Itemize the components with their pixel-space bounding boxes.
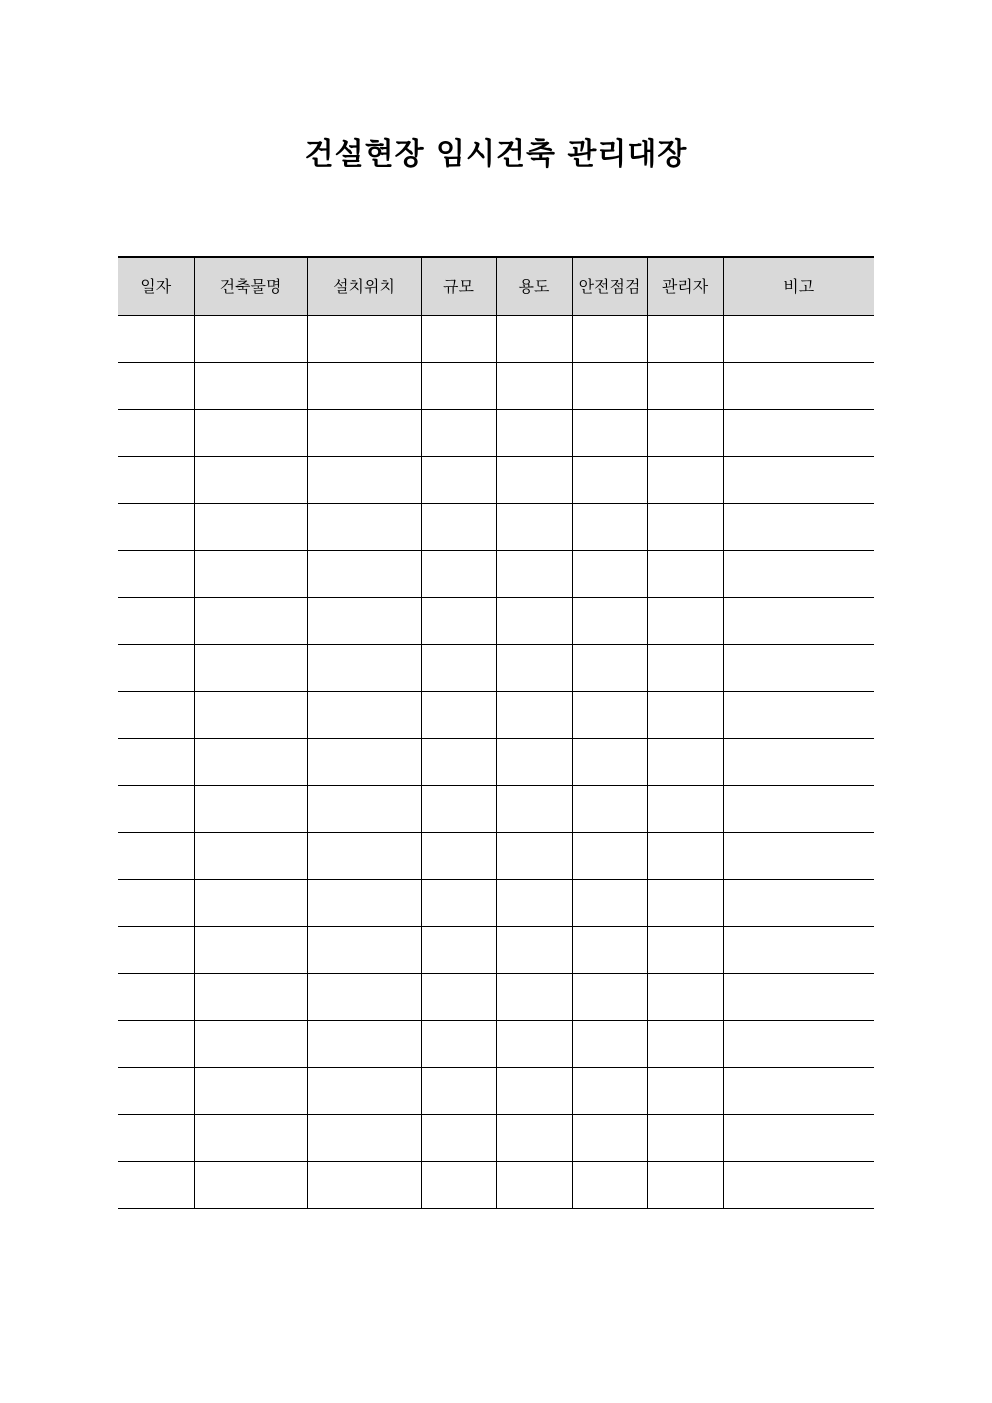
- table-row: [118, 1162, 874, 1209]
- cell-install-location[interactable]: [307, 786, 421, 833]
- cell-scale[interactable]: [421, 739, 496, 786]
- cell-install-location[interactable]: [307, 1162, 421, 1209]
- table-row: [118, 410, 874, 457]
- cell-purpose[interactable]: [496, 1162, 572, 1209]
- cell-install-location[interactable]: [307, 739, 421, 786]
- cell-date[interactable]: [118, 598, 194, 645]
- table-row: [118, 551, 874, 598]
- cell-install-location[interactable]: [307, 410, 421, 457]
- page-title: 건설현장 임시건축 관리대장: [304, 137, 688, 172]
- cell-remarks[interactable]: [723, 645, 874, 692]
- cell-purpose[interactable]: [496, 504, 572, 551]
- cell-building-name[interactable]: [194, 316, 307, 363]
- ledger-table: [118, 256, 874, 1209]
- cell-scale[interactable]: [421, 316, 496, 363]
- cell-purpose[interactable]: [496, 974, 572, 1021]
- cell-building-name[interactable]: [194, 457, 307, 504]
- cell-safety-check[interactable]: [572, 551, 647, 598]
- cell-date[interactable]: [118, 1162, 194, 1209]
- table-row: [118, 645, 874, 692]
- cell-manager[interactable]: [647, 316, 723, 363]
- cell-date[interactable]: [118, 1021, 194, 1068]
- cell-install-location[interactable]: [307, 692, 421, 739]
- cell-manager[interactable]: [647, 1115, 723, 1162]
- cell-date[interactable]: [118, 880, 194, 927]
- cell-building-name[interactable]: [194, 927, 307, 974]
- cell-scale[interactable]: [421, 457, 496, 504]
- cell-remarks[interactable]: [723, 974, 874, 1021]
- cell-building-name[interactable]: [194, 974, 307, 1021]
- cell-building-name[interactable]: [194, 598, 307, 645]
- cell-date[interactable]: [118, 457, 194, 504]
- cell-building-name[interactable]: [194, 1068, 307, 1115]
- cell-date[interactable]: [118, 1115, 194, 1162]
- cell-manager[interactable]: [647, 457, 723, 504]
- cell-building-name[interactable]: [194, 410, 307, 457]
- cell-remarks[interactable]: [723, 316, 874, 363]
- ledger-body: [118, 316, 874, 1209]
- cell-scale[interactable]: [421, 692, 496, 739]
- cell-purpose[interactable]: [496, 363, 572, 410]
- cell-purpose[interactable]: [496, 1068, 572, 1115]
- cell-manager[interactable]: [647, 645, 723, 692]
- cell-manager[interactable]: [647, 363, 723, 410]
- cell-date[interactable]: [118, 316, 194, 363]
- cell-purpose[interactable]: [496, 833, 572, 880]
- cell-scale[interactable]: [421, 410, 496, 457]
- cell-building-name[interactable]: [194, 551, 307, 598]
- cell-scale[interactable]: [421, 786, 496, 833]
- cell-safety-check[interactable]: [572, 504, 647, 551]
- cell-safety-check[interactable]: [572, 410, 647, 457]
- cell-install-location[interactable]: [307, 598, 421, 645]
- cell-safety-check[interactable]: [572, 974, 647, 1021]
- cell-manager[interactable]: [647, 504, 723, 551]
- cell-scale[interactable]: [421, 974, 496, 1021]
- cell-date[interactable]: [118, 551, 194, 598]
- cell-date[interactable]: [118, 410, 194, 457]
- cell-building-name[interactable]: [194, 1162, 307, 1209]
- cell-manager[interactable]: [647, 880, 723, 927]
- cell-building-name[interactable]: [194, 739, 307, 786]
- table-row: [118, 974, 874, 1021]
- cell-purpose[interactable]: [496, 739, 572, 786]
- cell-scale[interactable]: [421, 1162, 496, 1209]
- cell-remarks[interactable]: [723, 410, 874, 457]
- cell-purpose[interactable]: [496, 551, 572, 598]
- cell-safety-check[interactable]: [572, 739, 647, 786]
- cell-building-name[interactable]: [194, 1115, 307, 1162]
- cell-remarks[interactable]: [723, 504, 874, 551]
- cell-safety-check[interactable]: [572, 786, 647, 833]
- cell-building-name[interactable]: [194, 786, 307, 833]
- cell-building-name[interactable]: [194, 504, 307, 551]
- table-row: [118, 504, 874, 551]
- cell-install-location[interactable]: [307, 1068, 421, 1115]
- cell-manager[interactable]: [647, 598, 723, 645]
- cell-building-name[interactable]: [194, 880, 307, 927]
- cell-remarks[interactable]: [723, 1021, 874, 1068]
- cell-remarks[interactable]: [723, 739, 874, 786]
- cell-manager[interactable]: [647, 1021, 723, 1068]
- cell-purpose[interactable]: [496, 645, 572, 692]
- cell-remarks[interactable]: [723, 598, 874, 645]
- cell-safety-check[interactable]: [572, 833, 647, 880]
- cell-purpose[interactable]: [496, 316, 572, 363]
- cell-remarks[interactable]: [723, 692, 874, 739]
- cell-remarks[interactable]: [723, 927, 874, 974]
- cell-building-name[interactable]: [194, 692, 307, 739]
- cell-building-name[interactable]: [194, 833, 307, 880]
- cell-manager[interactable]: [647, 927, 723, 974]
- table-row: [118, 1021, 874, 1068]
- cell-date[interactable]: [118, 974, 194, 1021]
- header-scale: 규모: [421, 257, 496, 316]
- cell-safety-check[interactable]: [572, 1068, 647, 1115]
- cell-date[interactable]: [118, 363, 194, 410]
- cell-date[interactable]: [118, 504, 194, 551]
- cell-safety-check[interactable]: [572, 927, 647, 974]
- cell-manager[interactable]: [647, 739, 723, 786]
- cell-install-location[interactable]: [307, 1021, 421, 1068]
- cell-install-location[interactable]: [307, 551, 421, 598]
- cell-remarks[interactable]: [723, 786, 874, 833]
- cell-date[interactable]: [118, 645, 194, 692]
- header-row: [118, 257, 874, 316]
- cell-install-location[interactable]: [307, 316, 421, 363]
- table-row: [118, 786, 874, 833]
- cell-safety-check[interactable]: [572, 880, 647, 927]
- cell-remarks[interactable]: [723, 833, 874, 880]
- cell-manager[interactable]: [647, 551, 723, 598]
- cell-scale[interactable]: [421, 551, 496, 598]
- cell-manager[interactable]: [647, 974, 723, 1021]
- cell-install-location[interactable]: [307, 833, 421, 880]
- cell-purpose[interactable]: [496, 457, 572, 504]
- table-row: [118, 739, 874, 786]
- cell-purpose[interactable]: [496, 598, 572, 645]
- cell-date[interactable]: [118, 927, 194, 974]
- cell-remarks[interactable]: [723, 1115, 874, 1162]
- table-row: [118, 316, 874, 363]
- cell-safety-check[interactable]: [572, 1162, 647, 1209]
- cell-purpose[interactable]: [496, 692, 572, 739]
- cell-purpose[interactable]: [496, 1021, 572, 1068]
- cell-safety-check[interactable]: [572, 457, 647, 504]
- cell-scale[interactable]: [421, 880, 496, 927]
- table-row: [118, 833, 874, 880]
- cell-scale[interactable]: [421, 1115, 496, 1162]
- cell-remarks[interactable]: [723, 363, 874, 410]
- cell-safety-check[interactable]: [572, 363, 647, 410]
- cell-manager[interactable]: [647, 833, 723, 880]
- cell-scale[interactable]: [421, 1068, 496, 1115]
- cell-manager[interactable]: [647, 1162, 723, 1209]
- table-row: [118, 880, 874, 927]
- cell-building-name[interactable]: [194, 1021, 307, 1068]
- cell-remarks[interactable]: [723, 880, 874, 927]
- cell-install-location[interactable]: [307, 645, 421, 692]
- table-row: [118, 927, 874, 974]
- cell-purpose[interactable]: [496, 410, 572, 457]
- cell-safety-check[interactable]: [572, 598, 647, 645]
- cell-date[interactable]: [118, 786, 194, 833]
- cell-safety-check[interactable]: [572, 1021, 647, 1068]
- table-row: [118, 692, 874, 739]
- cell-date[interactable]: [118, 1068, 194, 1115]
- cell-install-location[interactable]: [307, 457, 421, 504]
- header-install-location: 설치위치: [307, 257, 421, 316]
- cell-install-location[interactable]: [307, 363, 421, 410]
- cell-date[interactable]: [118, 692, 194, 739]
- cell-safety-check[interactable]: [572, 692, 647, 739]
- cell-scale[interactable]: [421, 1021, 496, 1068]
- cell-building-name[interactable]: [194, 363, 307, 410]
- cell-remarks[interactable]: [723, 457, 874, 504]
- cell-scale[interactable]: [421, 504, 496, 551]
- cell-remarks[interactable]: [723, 1068, 874, 1115]
- table-row: [118, 363, 874, 410]
- cell-install-location[interactable]: [307, 504, 421, 551]
- cell-scale[interactable]: [421, 363, 496, 410]
- cell-manager[interactable]: [647, 1068, 723, 1115]
- cell-safety-check[interactable]: [572, 1115, 647, 1162]
- cell-scale[interactable]: [421, 645, 496, 692]
- table-row: [118, 1068, 874, 1115]
- cell-remarks[interactable]: [723, 551, 874, 598]
- cell-manager[interactable]: [647, 692, 723, 739]
- header-safety-check: 안전점검: [572, 257, 647, 316]
- header-date: 일자: [118, 257, 194, 316]
- cell-purpose[interactable]: [496, 880, 572, 927]
- cell-scale[interactable]: [421, 833, 496, 880]
- cell-install-location[interactable]: [307, 974, 421, 1021]
- cell-install-location[interactable]: [307, 880, 421, 927]
- cell-manager[interactable]: [647, 786, 723, 833]
- table-row: [118, 457, 874, 504]
- header-building-name: 건축물명: [194, 257, 307, 316]
- cell-building-name[interactable]: [194, 645, 307, 692]
- header-remarks: 비고: [723, 257, 874, 316]
- cell-scale[interactable]: [421, 598, 496, 645]
- cell-install-location[interactable]: [307, 927, 421, 974]
- cell-purpose[interactable]: [496, 927, 572, 974]
- cell-date[interactable]: [118, 739, 194, 786]
- table-row: [118, 1115, 874, 1162]
- cell-safety-check[interactable]: [572, 316, 647, 363]
- cell-scale[interactable]: [421, 927, 496, 974]
- cell-date[interactable]: [118, 833, 194, 880]
- cell-purpose[interactable]: [496, 1115, 572, 1162]
- cell-safety-check[interactable]: [572, 645, 647, 692]
- header-purpose: 용도: [496, 257, 572, 316]
- cell-manager[interactable]: [647, 410, 723, 457]
- cell-purpose[interactable]: [496, 786, 572, 833]
- cell-remarks[interactable]: [723, 1162, 874, 1209]
- table-row: [118, 598, 874, 645]
- header-manager: 관리자: [647, 257, 723, 316]
- cell-install-location[interactable]: [307, 1115, 421, 1162]
